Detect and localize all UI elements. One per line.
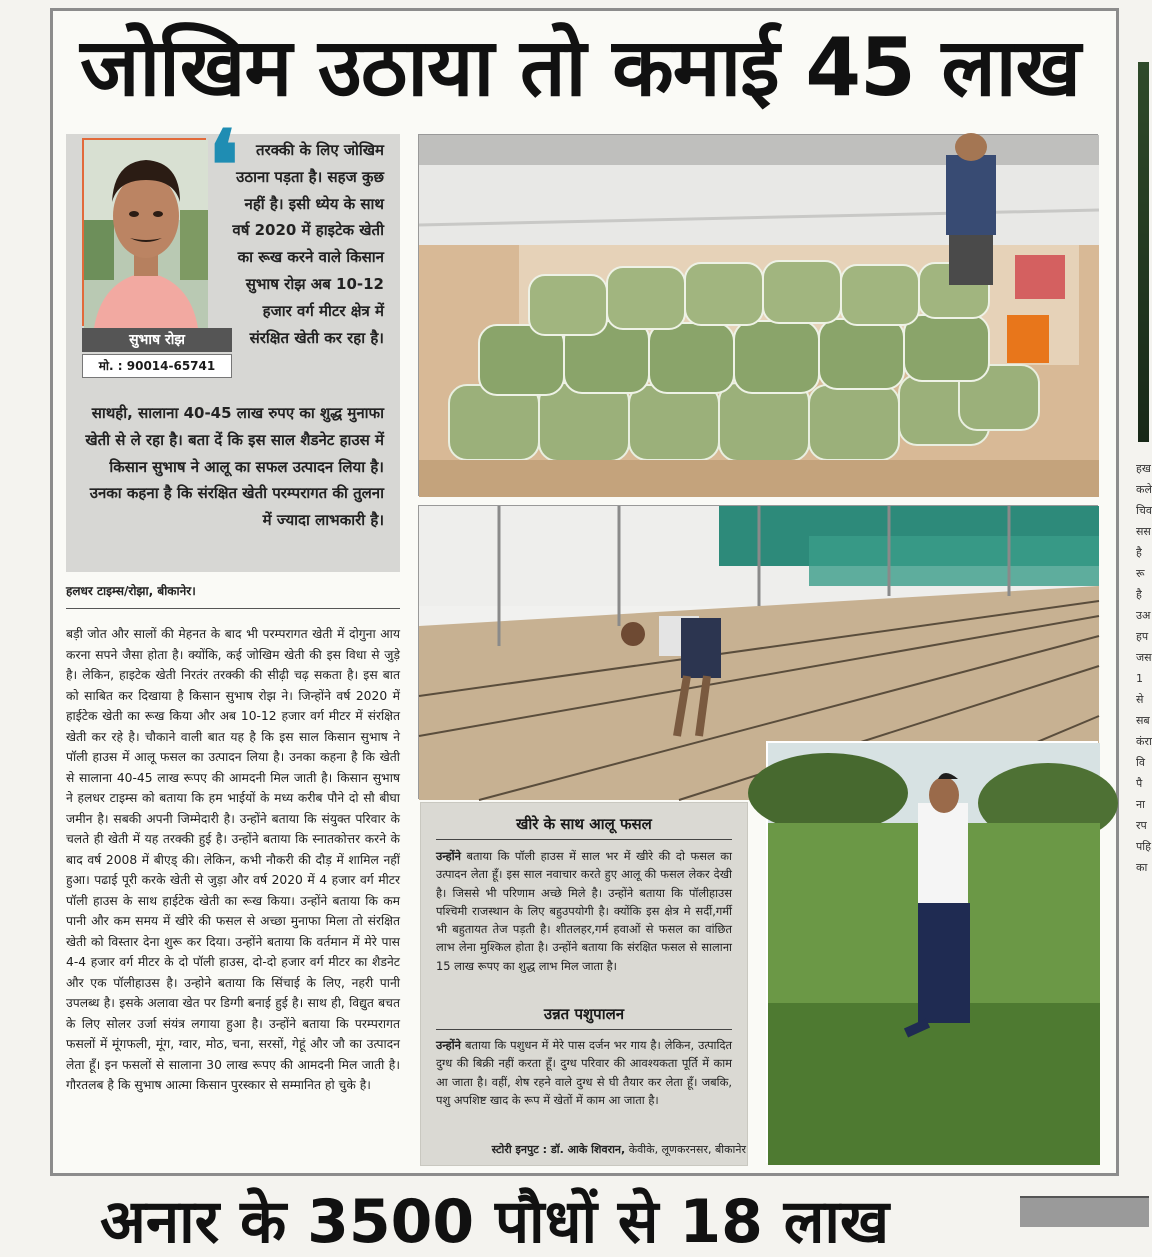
sidebar-text-potato [436, 847, 732, 975]
sidebar-divider [436, 1029, 732, 1030]
story-credit [436, 1142, 746, 1157]
credit-label: स्टोरी इनपुट : डॉ. आके शिवरान, [491, 1143, 626, 1156]
farmer-portrait [82, 138, 206, 326]
article-body: बड़ी जोत और सालों की मेहनत के बाद भी परम्परागत खेती में दोगुना आय करना सपने जैसा होता है। क्योंकि, कई जोखिम खेती की इस विधा से जुड़े है। लेकिन, हाइटेक खेती निरतंर तरक्की की सीढ़ी चढ़ सकता है। इस बात को साबित कर दिखाया है किसान सुभाष रोझ ने। जिन्होंने वर्ष 2020 में हाईटेक खेती का रूख किया और अब 10-12 हजार वर्ग मीटर में संरक्षित खेती कर रहे है। चौकाने वाली बात यह है कि इस साल किसान सुभाष ने पॉली हाउस में आलू फसल का उत्पादन लिया है। उनका कहना है कि खेती से सालाना 40-45 लाख रूपए की आमदनी मिल जाती है। किसान सुभाष ने हलधर टाइम्स को बताया कि हम भाईयों के मध्य करीब पौने दो सौ बीघा जमीन है। सबकी अपनी जिम्मेदारी है। उन्होंने बताया कि संयुक्त परिवार के चलते ही खेती में यह तरक्की हुई है। उन्होंने बताया कि स्नातकोत्तर करने के बाद वर्ष 2008 में बीएड् की। लेकिन, कभी नौकरी की दौड़ में शामिल नहीं हुआ। पढाई पूरी करके खेती से जुड़ा और वर्ष 2020 में 4 हजार वर्ग मीटर पॉली हाउस के साथ हाईटेक खेती का रूख किया। उन्होंने बताया कि कम पानी और कम समय में खीरे की फसल से अच्छा मुनाफा मिला तो संरक्षित खेती को विस्तार देना शुरू कर दिया। उन्होंने बताया कि वर्तमान में मेरे पास 4-4 हजार वर्ग मीटर के दो पॉली हाउस, दो-दो हजार वर्ग मीटर का शैडनेट और एक पॉलीहाउस है। उन्होने बताया कि सिंचाई के लिए, नहरी पानी उपलब्ध है। इसके अलावा खेत पर डिग्गी बनाई हुई है। साथ ही, विद्युत बचत के लिए सोलर उर्जा संयंत्र लगाया हुआ है। उन्होंने बताया कि परम्परागत फसलों में मूंगफली, मूंग, ग्वार, मोठ, चना, सरसों, गेहूं और जौ का उत्पादन लेता हूँ। इन फसलों से सालाना 30 लाख रूपए की आमदनी मिल जाती है। गौरतलब है कि सुभाष आत्मा किसान पुरस्कार से सम्मानित हो चुके है। [66, 627, 400, 1092]
next-article-headline: अनार के 3500 पौधों से 18 लाख [100, 1187, 890, 1257]
divider [66, 608, 400, 609]
quote-mark-icon: ❛ [208, 109, 239, 222]
sidebar-body-livestock: बताया कि पशुधन में मेरे पास दर्जन भर गाय है। लेकिन, उत्पादित दुग्ध की बिक्री नहीं करता हूँ। दुग्ध परिवार की आवश्यकता पूर्ति में काम आ जाता है। वहीं, शेष रहने वाले दुग्ध से घी तैयार कर लेता हूँ। जबकि, पशु अपशिष्ट खाद के रूप में खेतों में काम आ जाता है। [436, 1038, 732, 1107]
person-mobile: मो. : 90014-65741 [82, 354, 232, 378]
sidebar-text-livestock [436, 1036, 732, 1109]
person-name: सुभाष रोझ [82, 328, 232, 352]
credit-source: केवीके, लूणकरनसर, बीकानेर [625, 1143, 746, 1156]
produce-bags-image [419, 135, 1099, 497]
farmer-field-photo [766, 741, 1098, 1163]
quote-text-bottom: साथही, सालाना 40-45 लाख रुपए का शुद्ध मुनाफा खेती से ले रहा है। बता दें कि इस साल शैडनेट हाउस में किसान सुभाष ने आलू का सफल उत्पादन लिया है। उनका कहना है कि संरक्षित खेती परम्परागत की तुलना में ज्यादा लाभकारी है। [85, 404, 384, 530]
produce-bags-photo [418, 134, 1098, 496]
sidebar-heading-potato: खीरे के साथ आलू फसल [516, 815, 652, 833]
sidebar-lead-potato: उन्होंने [436, 849, 461, 863]
sidebar-body-potato: बताया कि पॉली हाउस में साल भर में खीरे की दो फसल का उत्पादन लेता हूँ। इस साल नवाचार करते हुए आलू की फसल लेकर देखी है। जिससे भी परिणाम अच्छे मिले है। उन्होंने बताया कि पॉलीहाउस पश्चिमी राजस्थान के लिए बहुउपयोगी है। क्योंकि इस क्षेत्र मे सर्दी,गर्मी भी बहुतायत तेज पड़ती है। शीतलहर,गर्म हवाओं से फसल का वांछित लाभ लेना मुश्किल होता है। उन्होंने बताया कि संरक्षित फसल से सालाना 15 लाख रूपए का शुद्ध लाभ मिल जाता है। [436, 849, 732, 973]
adjacent-article-text: हख कले चिव सस है रू है उअ हप जस 1 से सब कंरा वि पै ना रप पहि का [1136, 462, 1152, 874]
sidebar-lead-livestock: उन्होंने [436, 1038, 461, 1052]
next-article-photo [1020, 1196, 1149, 1227]
quote-text-top: तरक्की के लिए जोखिम उठाना पड़ता है। सहज कुछ नहीं है। इसी ध्येय के साथ वर्ष 2020 में हाइटेक खेती का रूख करने वाले किसान सुभाष रोझ अब 10-12 हजार वर्ग मीटर क्षेत्र में संरक्षित खेती कर रहा है। [232, 141, 384, 347]
sidebar-heading-livestock: उन्नत पशुपालन [543, 1005, 625, 1023]
headline: जोखिम उठाया तो कमाई 45 लाख [80, 21, 1080, 114]
sidebar-divider [436, 839, 732, 840]
farmer-field-image [768, 743, 1100, 1165]
portrait-image [84, 140, 208, 328]
dateline: हलधर टाइम्स/रोझा, बीकानेर। [66, 584, 196, 598]
adjacent-article-photo [1138, 62, 1149, 442]
